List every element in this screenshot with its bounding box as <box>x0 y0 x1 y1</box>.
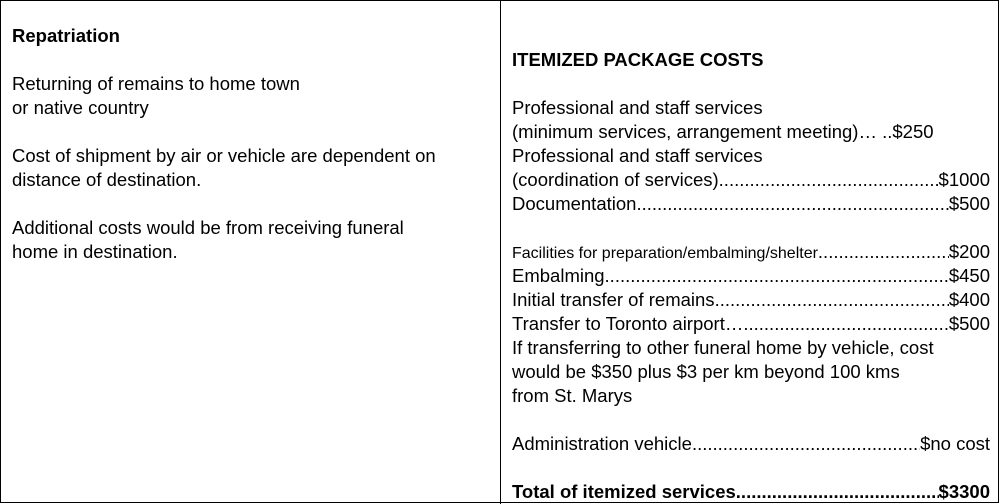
cost-item-row <box>512 240 990 264</box>
cost-item-label: (minimum services, arrangement meeting)… .. <box>512 121 893 142</box>
itemized-heading: ITEMIZED PACKAGE COSTS <box>512 49 764 70</box>
cost-item-amount: $250 <box>892 121 934 142</box>
cost-item-row <box>512 192 990 216</box>
repatriation-text: Returning of remains to home town <box>12 73 300 94</box>
cost-item-row <box>512 432 990 456</box>
column-divider <box>500 0 501 504</box>
cost-item-row <box>512 168 990 192</box>
itemized-costs-cell <box>512 48 990 504</box>
additional-costs-text: home in destination. <box>12 241 178 262</box>
cost-item-label: (coordination of services) <box>512 169 719 190</box>
cost-item-amount: $500 <box>948 313 990 334</box>
cost-item-label: Initial transfer of remains <box>512 289 715 310</box>
leader-dots <box>743 312 948 336</box>
total-label: Total of itemized services <box>512 481 736 502</box>
cost-item-description: Professional and staff services <box>512 145 763 166</box>
cost-item-amount: $450 <box>948 265 990 286</box>
cost-item-label: Documentation <box>512 193 637 214</box>
additional-costs-text: Additional costs would be from receiving funeral <box>12 217 404 238</box>
cost-item-label: Transfer to Toronto airport… <box>512 313 744 334</box>
cost-item-amount: $400 <box>948 289 990 310</box>
shipment-cost-text: distance of destination. <box>12 169 202 190</box>
leader-dots <box>692 432 920 456</box>
cost-item-amount: $no cost <box>920 433 990 454</box>
leader-dots <box>605 264 949 288</box>
transfer-note: would be $350 plus $3 per km beyond 100 kms <box>512 361 900 382</box>
transfer-note: If transferring to other funeral home by vehicle, cost <box>512 337 934 358</box>
cost-item-amount: $200 <box>948 241 990 262</box>
cost-item-row <box>512 264 990 288</box>
cost-item-row <box>512 120 990 144</box>
cost-item-row <box>512 288 990 312</box>
cost-item-description: Professional and staff services <box>512 97 763 118</box>
cost-item-amount: $500 <box>948 193 990 214</box>
leader-dots <box>818 240 949 264</box>
repatriation-cell <box>12 24 492 264</box>
leader-dots <box>719 168 939 192</box>
cost-item-label: Facilities for preparation/embalming/shelter <box>512 245 818 262</box>
leader-dots <box>636 192 948 216</box>
cost-item-row <box>512 312 990 336</box>
repatriation-text: or native country <box>12 97 149 118</box>
cost-item-label: Embalming <box>512 265 605 286</box>
total-amount: $3300 <box>938 481 990 502</box>
shipment-cost-text: Cost of shipment by air or vehicle are dependent on <box>12 145 436 166</box>
cost-item-amount: $1000 <box>938 169 990 190</box>
leader-dots <box>715 288 949 312</box>
total-row <box>512 480 990 504</box>
leader-dots <box>736 480 939 504</box>
transfer-note: from St. Marys <box>512 385 633 406</box>
repatriation-heading: Repatriation <box>12 25 120 46</box>
cost-item-label: Administration vehicle <box>512 433 692 454</box>
